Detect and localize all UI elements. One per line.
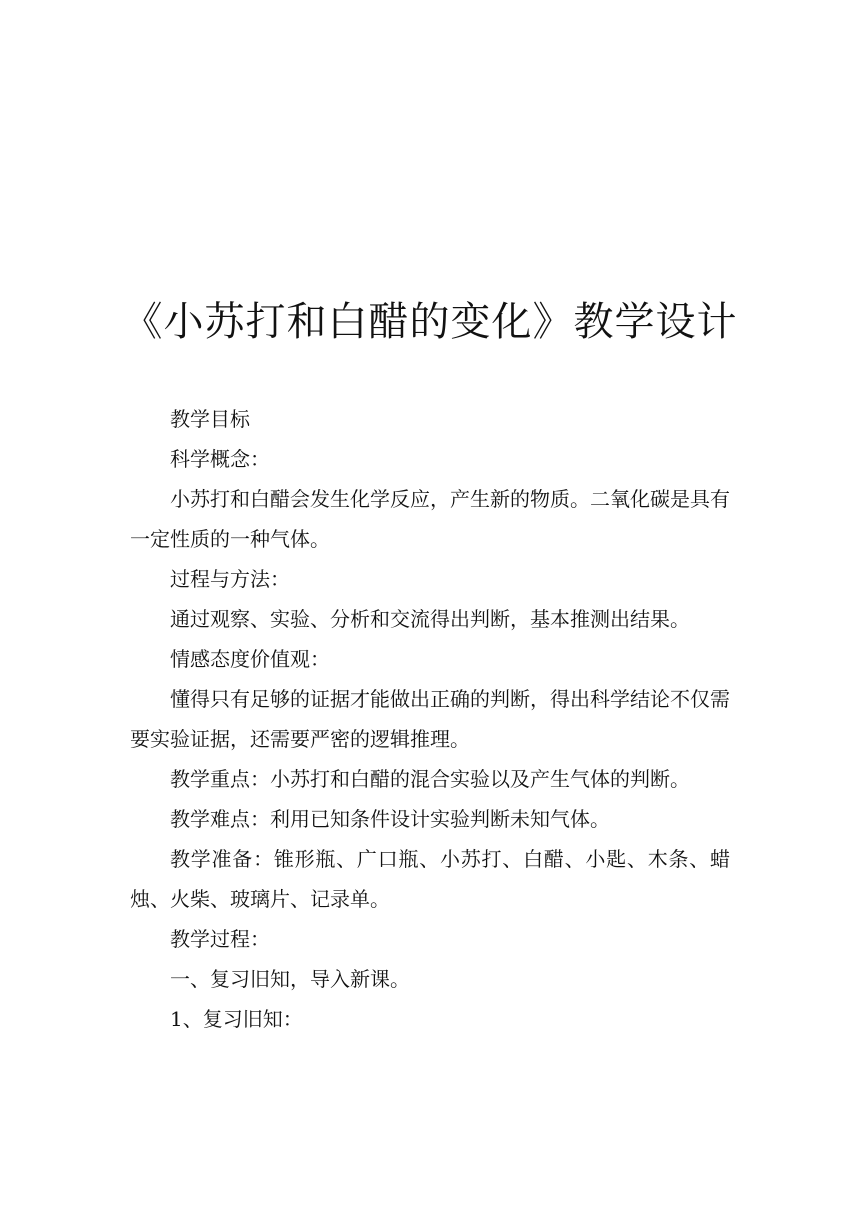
- paragraph-process-method: 通过观察、实验、分析和交流得出判断，基本推测出结果。: [170, 607, 690, 631]
- paragraph-step-one-review: 1、复习旧知：: [170, 1007, 303, 1031]
- paragraph-key-points: 教学重点：小苏打和白醋的混合实验以及产生气体的判断。: [170, 767, 690, 791]
- subheading-process-method: 过程与方法：: [170, 567, 290, 591]
- paragraph-difficulties: 教学难点：利用已知条件设计实验判断未知气体。: [170, 807, 610, 831]
- document-body: [130, 399, 730, 1039]
- subheading-attitude-values: 情感态度价值观：: [170, 647, 330, 671]
- subheading-teaching-process: 教学过程：: [170, 927, 270, 951]
- paragraph-attitude-values: 懂得只有足够的证据才能做出正确的判断，得出科学结论不仅需要实验证据，还需要严密的逻辑推理。: [130, 687, 730, 751]
- paragraph-preparation: 教学准备：锥形瓶、广口瓶、小苏打、白醋、小匙、木条、蜡烛、火柴、玻璃片、记录单。: [130, 847, 730, 911]
- document-title: 《小苏打和白醋的变化》教学设计: [122, 299, 738, 345]
- paragraph-step-one: 一、复习旧知，导入新课。: [170, 967, 410, 991]
- paragraph-science-concept: 小苏打和白醋会发生化学反应，产生新的物质。二氧化碳是具有一定性质的一种气体。: [130, 487, 730, 551]
- section-heading-objectives: 教学目标: [170, 407, 250, 431]
- subheading-science-concept: 科学概念：: [170, 447, 270, 471]
